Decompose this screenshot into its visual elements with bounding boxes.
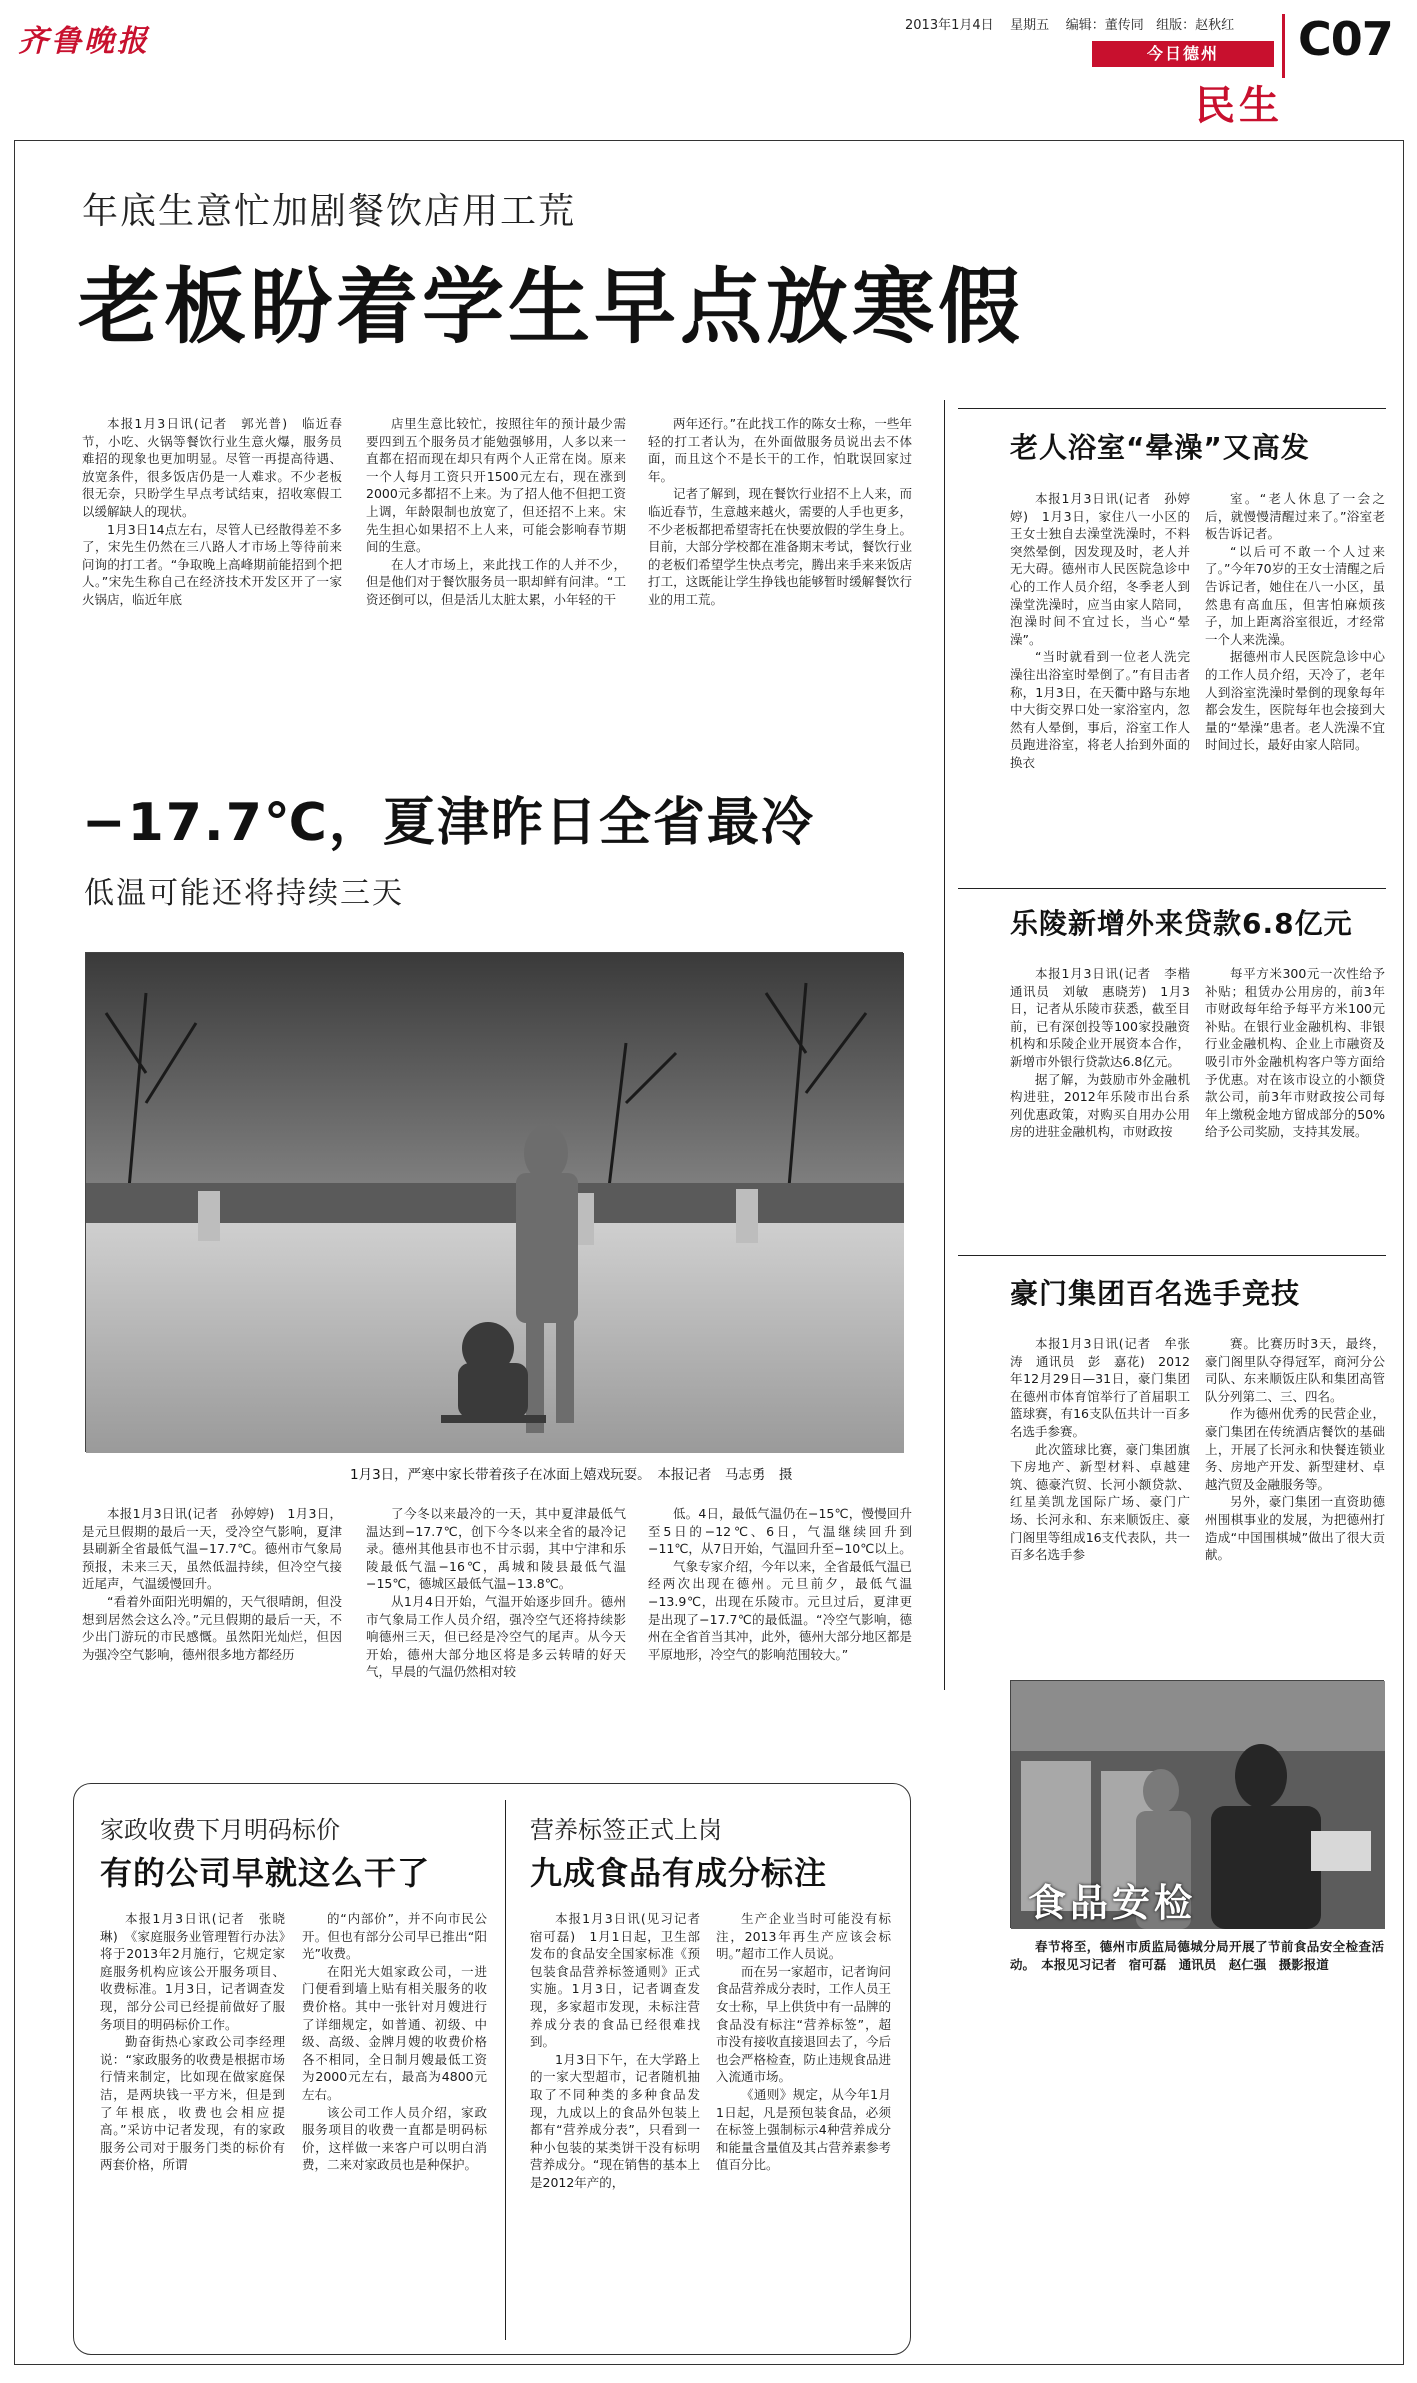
paragraph: 生产企业当时可能没有标注，2013年再生产应该会标明。”超市工作人员说。 (716, 1911, 891, 1962)
story7-col-2 (1205, 1335, 1385, 1665)
story5-col-1 (1010, 490, 1190, 890)
paragraph: 本报1月3日讯(记者 牟张涛 通讯员 彭 嘉花) 2012年12月29日—31日，豪门集团在德州市体育馆举行了首届职工篮球赛，有16支队伍共计一百多名选手参赛。 (1010, 1336, 1190, 1439)
paragraph: 记者了解到，现在餐饮行业招不上人来，而临近春节，生意越来越火，需要的人手也更多，不少老板都把希望寄托在快要放假的学生身上。目前，大部分学校都在准备期末考试，餐饮行业的老板们希望学生快点考完，腾出来手来来饭店打工，这既能让学生挣钱也能够暂时缓解餐饮行业的用工荒。 (648, 486, 912, 607)
photo-caption: 1月3日，严寒中家长带着孩子在冰面上嬉戏玩耍。 本报记者 马志勇 摄 (350, 1467, 793, 1483)
story2-col-3 (648, 1505, 912, 1765)
section-badge: 今日德州 (1092, 41, 1274, 67)
paragraph: “以后可不敢一个人过来了。”今年70岁的王女士清醒之后告诉记者，她住在八一小区，虽然患有高血压，但害怕麻烦孩子，加上距离浴室很近，才经常一个人来洗澡。 (1205, 543, 1385, 647)
right-col-rule (958, 408, 1386, 409)
paragraph: 据德州市人民医院急诊中心的工作人员介绍，天冷了，老年人到浴室洗澡时晕倒的现象每年都会发生，医院每年也会接到大量的“晕澡”患者。老人洗澡不宜时间过长，最好由家人陪同。 (1205, 649, 1385, 753)
story6-col-1 (1010, 965, 1203, 1245)
paragraph: 本报1月3日讯(记者 李楷 通讯员 刘敏 惠晓芳) 1月3日，记者从乐陵市获悉，截至目前，已有深创投等100家投融资机构和乐陵企业开展资本合作，新增市外银行贷款达6.8亿元。 (1010, 966, 1203, 1069)
paragraph: 本报1月3日讯(记者 张晓琳) 《家庭服务业管理暂行办法》将于2013年2月施行，它规定家庭服务机构应该公开服务项目、收费标准。1月3日，记者调查发现，部分公司已经提前做好了服务项目的明码标价工作。 (100, 1911, 285, 2032)
story2-headline: −17.7℃，夏津昨日全省最冷 (82, 793, 815, 853)
paragraph: 气象专家介绍，今年以来，全省最低气温已经两次出现在德州。元旦前夕，最低气温−13.9℃，出现在乐陵市。元旦过后，夏津更是出现了−17.7℃的最低温。“冷空气影响，德州在全省首当其冲，此外，德州大部分地区都是平原地形，冷空气的影响范围较大。” (648, 1558, 912, 1662)
issue-date: 2013年1月4日 (905, 18, 994, 33)
page-code: C07 (1298, 12, 1393, 66)
story1-headline: 老板盼着学生早点放寒假 (78, 260, 1025, 355)
paragraph: 从1月4日开始，气温开始逐步回升。德州市气象局工作人员介绍，强冷空气还将持续影响德州三天，但已经是冷空气的尾声。从今天开始，德州大部分地区将是多云转晴的好天气，早晨的气温仍然相对较 (366, 1593, 626, 1680)
story4-col-1 (530, 1910, 713, 2340)
paragraph: 在阳光大姐家政公司，一进门便看到墙上贴有相关服务的收费价格。其中一张针对月嫂进行了详细规定，如普通、初级、中级、高级、金牌月嫂的收费价格各不相同，全日制月嫂最低工资为2000元左右，最高为4800元左右。 (302, 1963, 487, 2102)
paragraph: 两年还行。”在此找工作的陈女士称，一些年轻的打工者认为，在外面做服务员说出去不体面，而且这个不是长干的工作，怕耽误回家过年。 (648, 416, 912, 484)
issue-weekday: 星期五 (1010, 18, 1050, 33)
paragraph: 此次篮球比赛，豪门集团旗下房地产、新型材料、卓越建筑、德豪汽贸、长河小额贷款、红星美凯龙国际广场、豪门广场、长河永和、东来顺饭庄、豪门阁里等组成16支代表队，共一百多名选手参 (1010, 1441, 1190, 1563)
paragraph: 本报1月3日讯(见习记者 宿可磊) 1月1日起，卫生部发布的食品安全国家标准《预包装食品营养标签通则》正式实施。1月3日，记者调查发现，多家超市发现，未标注营养成分表的食品已经很难找到。 (530, 1911, 713, 2050)
ice-play-photo-art (86, 953, 904, 1453)
masthead-meta (905, 14, 1234, 33)
story5-col-2 (1205, 490, 1385, 890)
food-inspection-photo-title: 食品安检 (1028, 1881, 1197, 1925)
column-title: 民生 (1195, 83, 1283, 129)
editor: 编辑：董传同 (1065, 18, 1144, 33)
story4-headline: 九成食品有成分标注 (530, 1854, 828, 1892)
story1-col-1 (82, 415, 342, 735)
paragraph: 赛。比赛历时3天，最终，豪门阁里队夺得冠军，商河分公司队、东来顺饭庄队和集团高管队分列第二、三、四名。 (1205, 1336, 1385, 1404)
paragraph: 本报1月3日讯(记者 孙婷婷) 1月3日，是元旦假期的最后一天，受冷空气影响，夏津县刷新全省最低气温−17.7℃。德州市气象局预报，未来三天，虽然低温持续，但冷空气接近尾声，气温缓慢回升。 (82, 1506, 342, 1592)
story3-headline: 有的公司早就这么干了 (100, 1854, 431, 1892)
paragraph: 1月3日下午，在大学路上的一家大型超市，记者随机抽取了不同种类的多种食品发现，九成以上的食品外包装上都有“营养成分表”，只看到一种小包装的某类饼干没有标明营养成分。“现在销售的基本上是2012年产的， (530, 2051, 700, 2190)
story2-col-1 (82, 1505, 342, 1765)
paragraph: 了今冬以来最冷的一天，其中夏津最低气温达到−17.7℃，创下今冬以来全省的最冷记录。德州其他县市也不甘示弱，其中宁津和乐陵最低气温−16℃，禹城和陵县最低气温−15℃，德城区最低气温−13.8℃。 (366, 1506, 626, 1592)
paragraph: 勤奋街热心家政公司李经理说：“家政服务的收费是根据市场行情来制定，比如现在做家庭保洁，是两块钱一平方米，但是到了年根底，收费也会相应提高。”采访中记者发现，有的家政服务公司对于服务门类的标价有两套价格，所谓 (100, 2034, 285, 2173)
paragraph: 另外，豪门集团一直资助德州围棋事业的发展，为把德州打造成“中国围棋城”做出了很大贡献。 (1205, 1494, 1385, 1563)
story4-kicker: 营养标签正式上岗 (530, 1816, 722, 1844)
paragraph: “看着外面阳光明媚的，天气很晴朗，但没想到居然会这么冷。”元旦假期的最后一天，不少出门游玩的市民感慨。虽然阳光灿烂，但因为强冷空气影响，德州很多地方都经历 (82, 1593, 342, 1662)
paragraph: 室。“老人休息了一会之后，就慢慢清醒过来了。”浴室老板告诉记者。 (1205, 491, 1385, 542)
story6-col-2 (1205, 965, 1385, 1245)
story2-subhead: 低温可能还将持续三天 (84, 876, 404, 911)
story2-col-2 (366, 1505, 626, 1765)
story6-headline: 乐陵新增外来贷款6.8亿元 (1010, 907, 1353, 940)
story5-headline: 老人浴室“晕澡”又高发 (1010, 431, 1310, 464)
paragraph: 的“内部价”，并不向市民公开。但也有部分公司早已推出“阳光”收费。 (302, 1911, 487, 1962)
paragraph: 本报1月3日讯(记者 孙婷婷) 1月3日，家住八一小区的王女士独自去澡堂洗澡时，不料突然晕倒，因发现及时，老人并无大碍。德州市人民医院急诊中心的工作人员介绍，冬季老人到澡堂洗澡时，应当由家人陪同，泡澡时间不宜过长，当心“晕澡”。 (1010, 491, 1190, 647)
story1-kicker: 年底生意忙加剧餐饮店用工荒 (82, 191, 577, 232)
paragraph: 店里生意比较忙，按照往年的预计最少需要四到五个服务员才能勉强够用，人多以来一直都在招而现在却只有两个人正常在岗。原来一个人每月工资只开1500元左右，现在涨到2000元多都招不上来。为了招人他不但把工资上调，年龄限制也放宽了，但还招不上来。宋先生担心如果招不上人来，可能会影响春节期间的生意。 (366, 416, 626, 555)
story4-col-2 (716, 1910, 891, 2340)
food-inspection-caption (1010, 1938, 1384, 2008)
story7-col-1 (1010, 1335, 1190, 1665)
paragraph: 而在另一家超市，记者询问食品营养成分表时，工作人员王女士称，早上供货中有一品牌的食品没有标注“营养标签”，超市没有接收直接退回去了，今后也会严格检查，防止违规食品进入流通市场。 (716, 1963, 892, 2085)
story3-col-2 (302, 1910, 487, 2340)
story1-col-2 (366, 415, 626, 735)
paragraph: 该公司工作人员介绍，家政服务项目的收费一直都是明码标价，这样做一来客户可以明白消费，二来对家政员也是种保护。 (302, 2104, 487, 2173)
masthead-logo: 齐鲁晚报 (18, 24, 150, 59)
paragraph: 作为德州优秀的民营企业，豪门集团在传统酒店餐饮的基础上，开展了长河永和快餐连锁业务、房地产开发、新型建材、卓越汽贸及金融服务等。 (1205, 1406, 1385, 1492)
masthead-divider (1282, 14, 1285, 78)
paragraph: 春节将至，德州市质监局德城分局开展了节前食品安全检查活动。 本报见习记者 宿可磊 通讯员 赵仁强 摄影报道 (1010, 1939, 1384, 1972)
story3-col-1 (100, 1910, 285, 2340)
paragraph: 《通则》规定，从今年1月1日起，凡是预包装食品，必须在标签上强制标示4种营养成分和能量含量值及其占营养素参考值百分比。 (716, 2086, 892, 2173)
bottom-box-divider (505, 1800, 506, 2340)
paragraph: 低。4日，最低气温仍在−15℃，慢慢回升至5日的−12℃、6日，气温继续回升到−11℃，从7日开始，气温回升至−10℃以上。 (648, 1506, 912, 1557)
layout-editor: 组版：赵秋红 (1156, 18, 1235, 33)
frame-vertical-rule (944, 400, 945, 1690)
paragraph: “当时就看到一位老人洗完澡往出浴室时晕倒了。”有目击者称，1月3日，在天衢中路与东地中大街交界口处一家浴室内，忽然有人晕倒，事后，浴室工作人员跑进浴室，将老人抬到外面的换衣 (1010, 649, 1190, 770)
right-col-rule (958, 1255, 1386, 1256)
story3-kicker: 家政收费下月明码标价 (100, 1816, 340, 1844)
paragraph: 在人才市场上，来此找工作的人并不少，但是他们对于餐饮服务员一职却鲜有问津。“工资还倒可以，但是活儿太脏太累，小年轻的干 (366, 556, 626, 607)
paragraph: 1月3日14点左右，尽管人已经散得差不多了，宋先生仍然在三八路人才市场上等待前来问询的打工者。“争取晚上高峰期前能招到个把人。”宋先生称自己在经济技术开发区开了一家火锅店，临近年底 (82, 521, 342, 607)
story1-col-3 (648, 415, 912, 735)
paragraph: 每平方米300元一次性给予补贴；租赁办公用房的，前3年市财政每年给予每平方米100元补贴。在银行业金融机构、非银行业金融机构、企业上市融资及吸引市外金融机构客户等方面给予优惠。对在该市设立的小额贷款公司，前3年市财政按公司每年上缴税金地方留成部分的50%给予公司奖励，支持其发展。 (1205, 966, 1385, 1140)
paragraph: 本报1月3日讯(记者 郭光普) 临近春节，小吃、火锅等餐饮行业生意火爆，服务员难招的现象也更加明显。尽管一再提高待遇、放宽条件，很多饭店仍是一人难求。不少老板很无奈，只盼学生早点考试结束，招收寒假工以缓解缺人的现状。 (82, 416, 342, 519)
paragraph: 据了解，为鼓励市外金融机构进驻，2012年乐陵市出台系列优惠政策，对购买自用办公用房的进驻金融机构，市财政按 (1010, 1071, 1190, 1140)
ice-play-photo (85, 952, 903, 1452)
right-col-rule (958, 888, 1386, 889)
story7-headline: 豪门集团百名选手竞技 (1010, 1277, 1301, 1310)
